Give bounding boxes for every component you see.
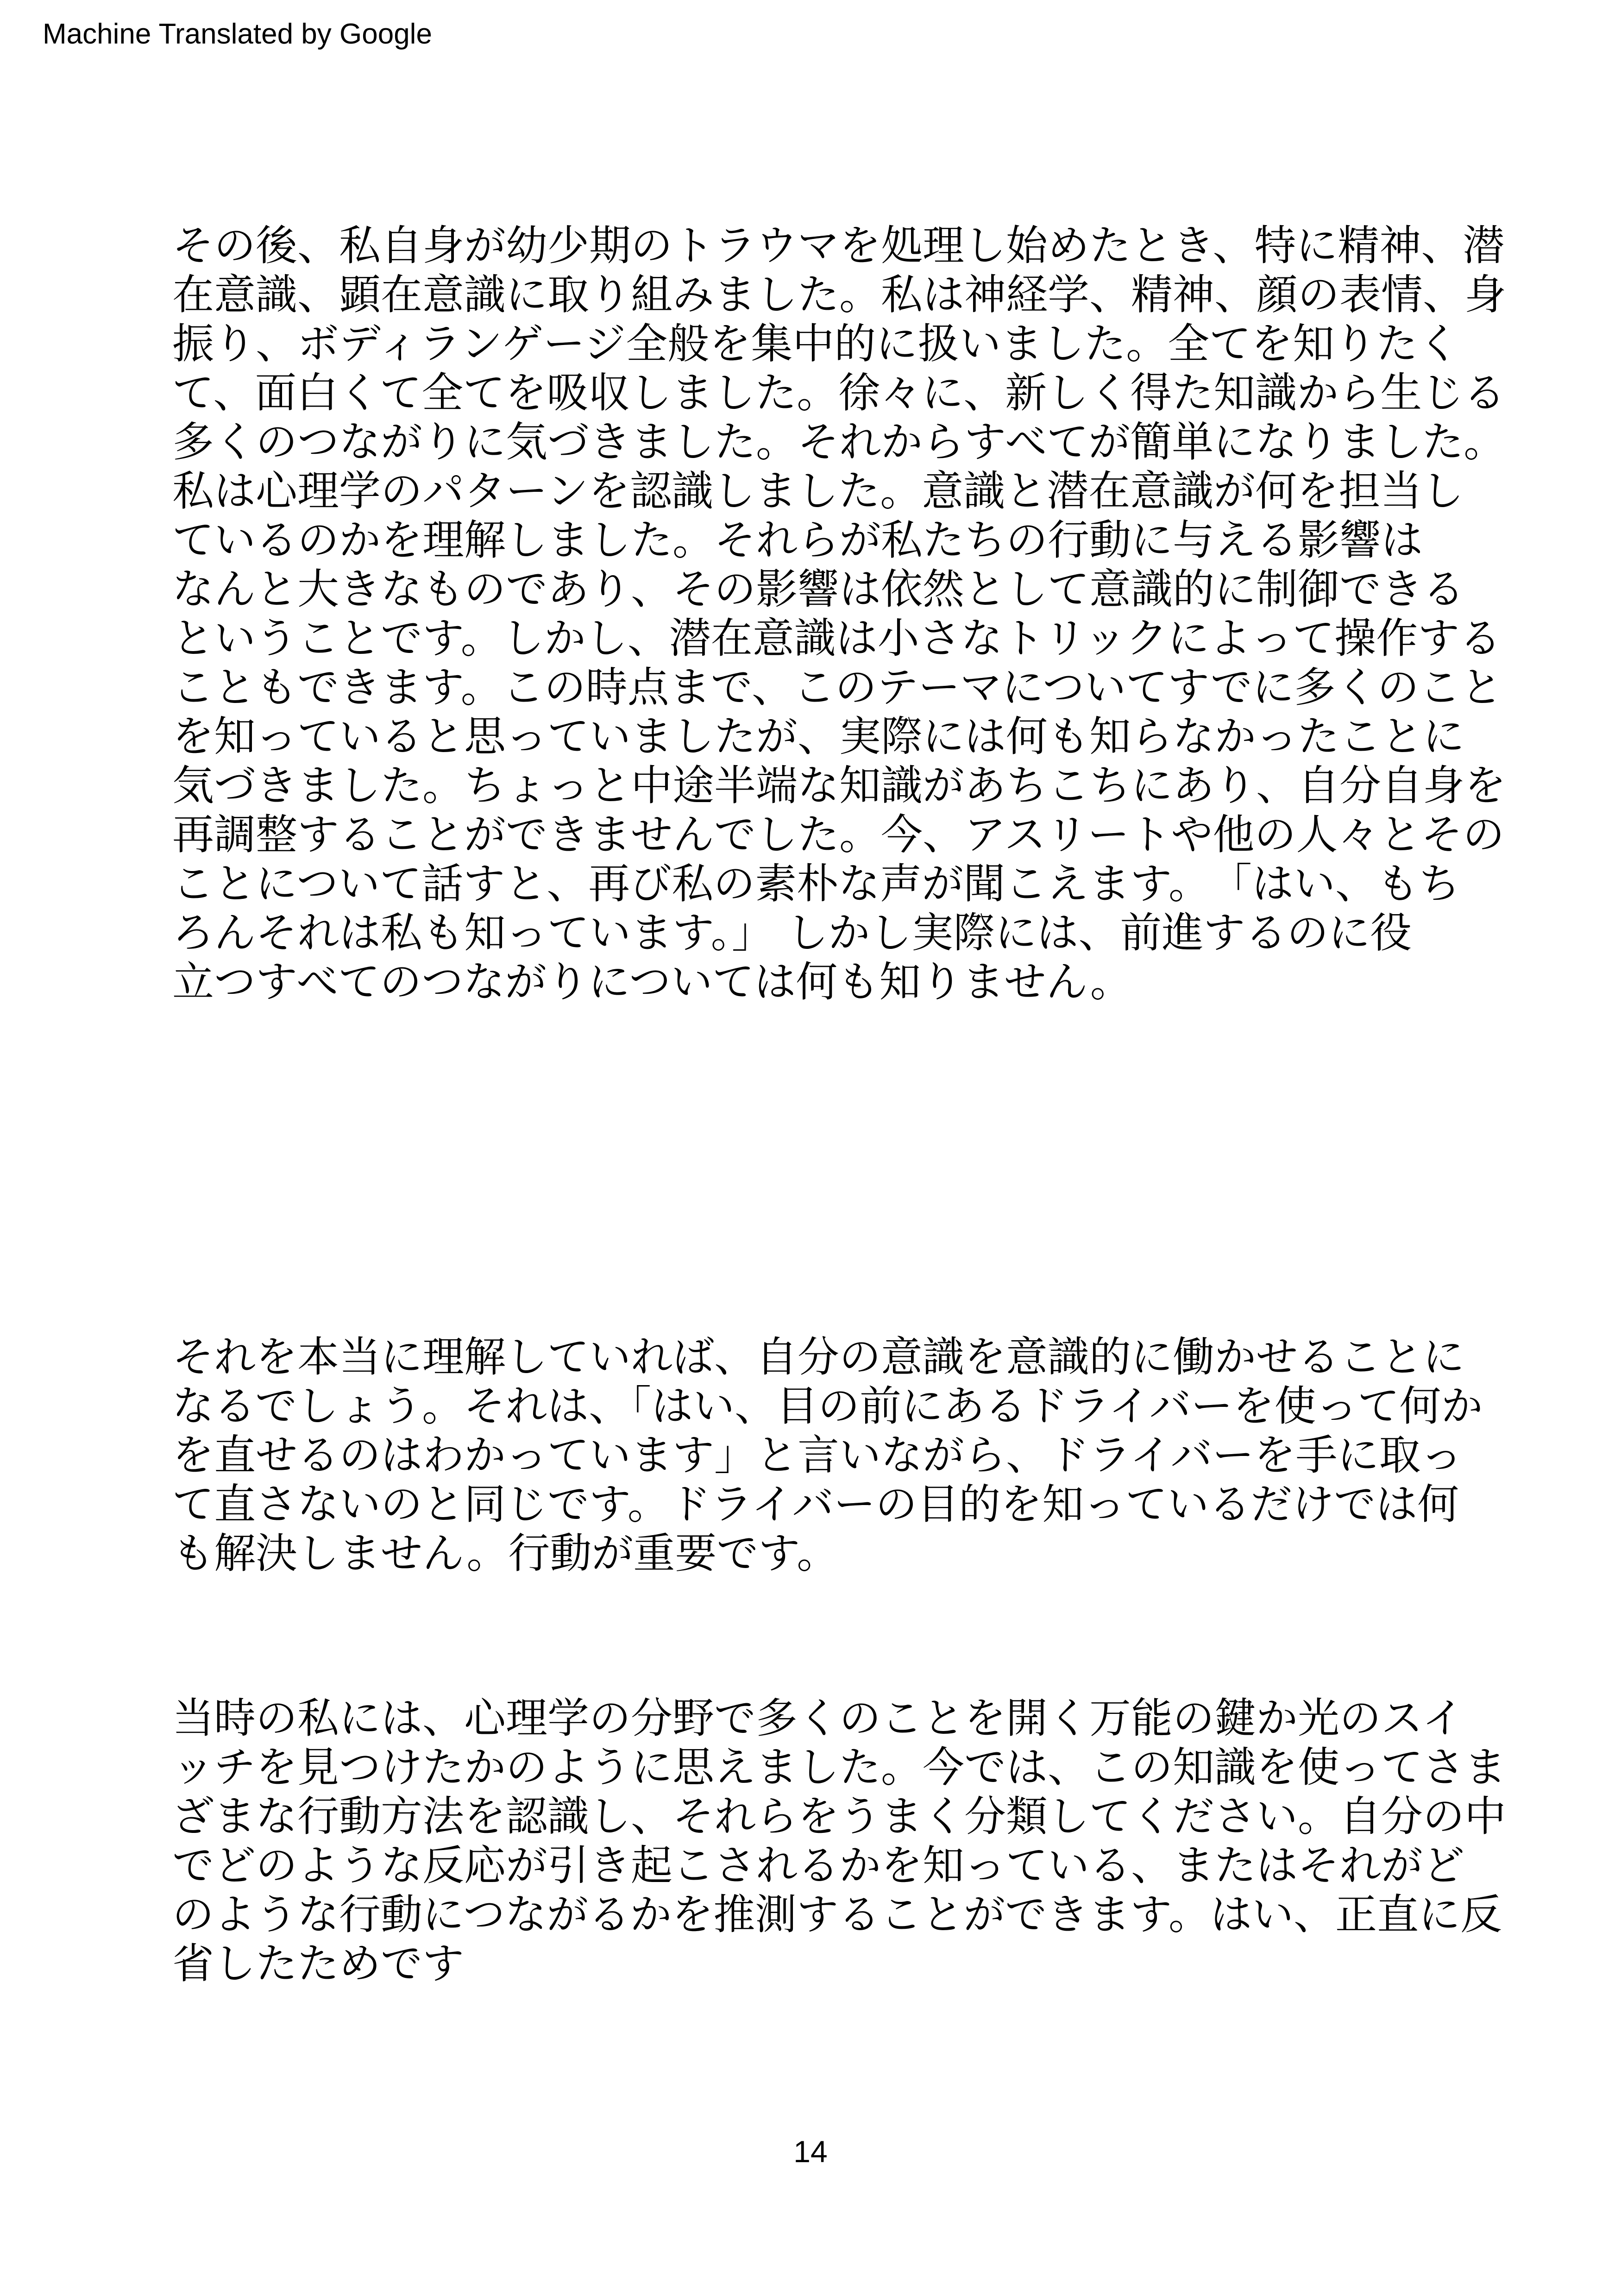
- text-line: て直さないのと同じです。ドライバーの目的を知っているだけでは何: [172, 1480, 1459, 1529]
- text-line: ているのかを理解しました。それらが私たちの行動に与える影響は: [172, 516, 1423, 565]
- text-line: ざまな行動方法を認識し、それらをうまく分類してください。自分の中: [172, 1792, 1506, 1841]
- page-number: 14: [793, 2134, 828, 2169]
- text-line: なんと大きなものであり、その影響は依然として意識的に制御できる: [172, 565, 1464, 614]
- paragraph-2: [172, 1333, 1483, 1578]
- text-line: を知っていると思っていましたが、実際には何も知らなかったことに: [172, 712, 1464, 761]
- text-line: それを本当に理解していれば、自分の意識を意識的に働かせることに: [172, 1333, 1464, 1381]
- text-line: でどのような反応が引き起こされるかを知っている、またはそれがど: [172, 1841, 1464, 1890]
- machine-translated-label: Machine Translated by Google: [43, 18, 432, 50]
- text-line: ろんそれは私も知っています。」 しかし実際には、前進するのに役: [172, 909, 1412, 957]
- text-line: ことについて話すと、再び私の素朴な声が聞こえます。 「はい、もち: [172, 859, 1460, 908]
- text-line: 省したためです: [172, 1939, 464, 1988]
- text-line: ということです。しかし、潜在意識は小さなトリックによって操作する: [172, 614, 1502, 663]
- text-line: 当時の私には、心理学の分野で多くのことを開く万能の鍵か光のスイ: [172, 1694, 1464, 1743]
- paragraph-3: [172, 1694, 1506, 1989]
- text-line: 立つすべてのつながりについては何も知りません。: [172, 958, 1132, 1006]
- text-line: 多くのつながりに気づきました。それからすべてが簡単になりました。: [172, 418, 1506, 466]
- paragraph-1: [172, 221, 1506, 1007]
- text-line: 私は心理学のパターンを認識しました。意識と潜在意識が何を担当し: [172, 467, 1464, 515]
- text-line: て、面白くて全てを吸収しました。徐々に、新しく得た知識から生じる: [172, 369, 1506, 417]
- text-line: なるでしょう。それは、「はい、目の前にあるドライバーを使って何か: [172, 1382, 1483, 1430]
- text-line: 振り、ボディランゲージ全般を集中的に扱いました。全てを知りたく: [172, 320, 1460, 368]
- text-line: を直せるのはわかっています」と言いながら、ドライバーを手に取っ: [172, 1431, 1463, 1480]
- text-line: のような行動につながるかを推測することができます。はい、正直に反: [172, 1890, 1502, 1939]
- text-line: 在意識、顕在意識に取り組みました。私は神経学、精神、顔の表情、身: [172, 270, 1506, 319]
- text-line: こともできます。この時点まで、このテーマについてすでに多くのこと: [172, 663, 1502, 712]
- text-line: ッチを見つけたかのように思えました。今では、この知識を使ってさま: [172, 1743, 1506, 1792]
- text-line: 気づきました。ちょっと中途半端な知識があちこちにあり、自分自身を: [172, 761, 1506, 810]
- text-line: 再調整することができませんでした。今、アスリートや他の人々とその: [172, 810, 1505, 859]
- text-line: も解決しません。行動が重要です。: [172, 1529, 839, 1578]
- text-line: その後、私自身が幼少期のトラウマを処理し始めたとき、特に精神、潜: [172, 221, 1505, 270]
